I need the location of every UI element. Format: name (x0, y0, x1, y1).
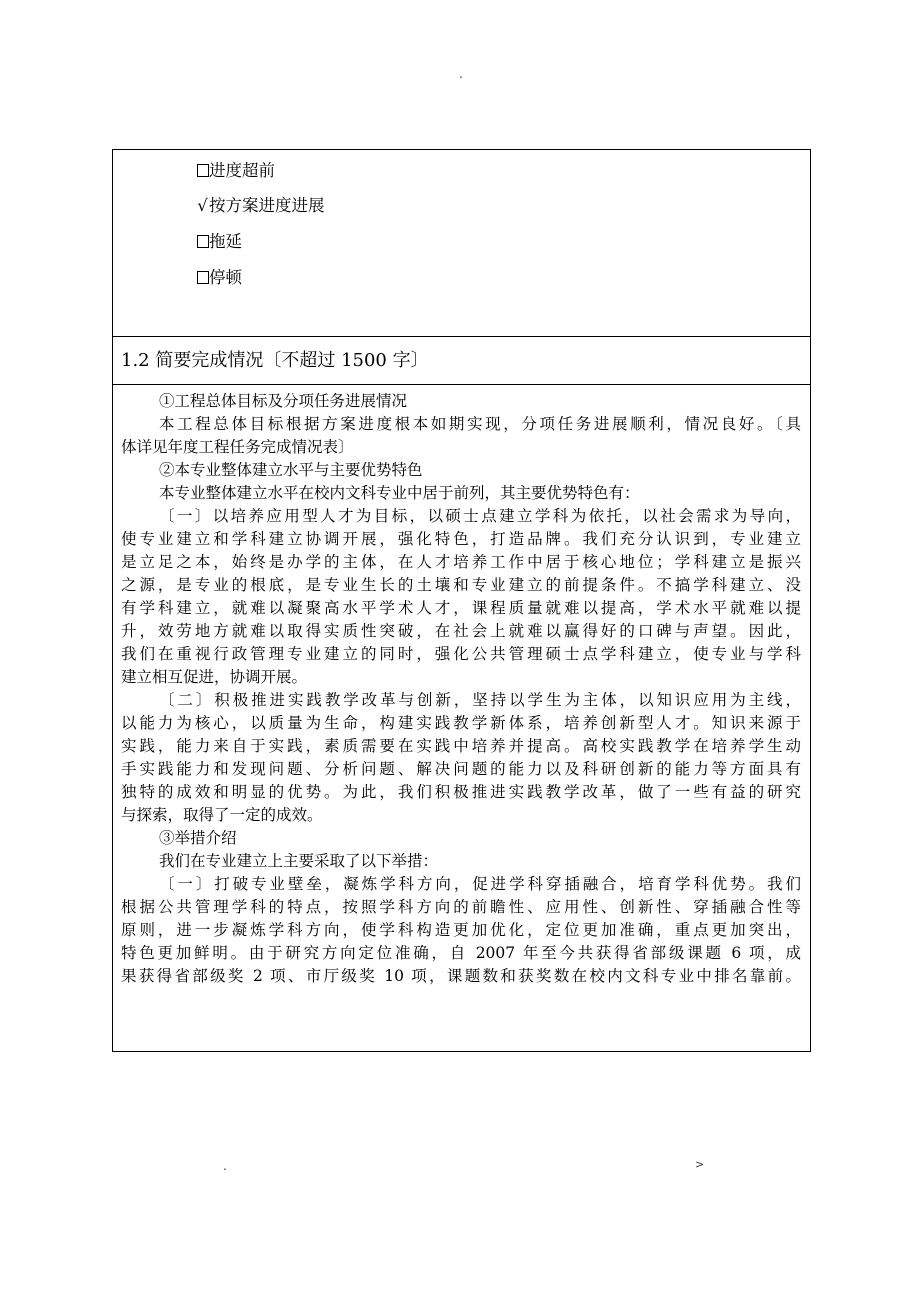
body-line: ②本专业整体建立水平与主要优势特色 (159, 461, 423, 479)
body-line: 果获得省部级奖 2 项、市厅级奖 10 项，课题数和获奖数在校内文科专业中排名靠前。 (121, 967, 801, 985)
body-line: ③举措介绍 (159, 829, 237, 847)
checkmark-icon: √ (197, 196, 208, 215)
body-line: 建立相互促进，协调开展。 (121, 668, 308, 686)
body-line: 根据公共管理学科的特点，按照学科方向的前瞻性、应用性、创新性、穿插融合性等 (121, 898, 801, 916)
body-line: 以能力为核心，以质量为生命，构建实践教学新体系，培养创新型人才。知识来源于 (121, 714, 801, 732)
status-option-label: 停顿 (209, 268, 242, 287)
body-line: 〔一〕打破专业壁垒，凝炼学科方向，促进学科穿插融合，培育学科优势。我们 (159, 875, 801, 893)
body-line: 〔二〕积极推进实践教学改革与创新，坚持以学生为主体，以知识应用为主线， (159, 691, 801, 709)
page-bottom-right-mark: > (695, 1158, 705, 1171)
body-line: 手实践能力和发现问题、分析问题、解决问题的能力以及科研创新的能力等方面具有 (121, 760, 801, 778)
body-line: 使专业建立和学科建立协调开展，强化特色，打造品牌。我们充分认识到，专业建立 (121, 530, 801, 548)
status-option-ahead[interactable] (196, 161, 275, 181)
body-line: 有学科建立，就难以凝聚高水平学术人才，课程质量就难以提高，学术水平就难以提 (121, 599, 801, 617)
body-line: ①工程总体目标及分项任务进展情况 (159, 392, 408, 410)
section-heading: 1.2 简要完成情况〔不超过 1500 字〕 (121, 350, 429, 371)
progress-status-cell (113, 150, 810, 337)
page-top-dot: . (459, 67, 463, 81)
status-option-label: 拖延 (209, 232, 242, 251)
section-header-cell (113, 337, 810, 385)
checkbox-empty-icon (197, 164, 209, 177)
status-option-delayed[interactable] (196, 232, 242, 252)
report-table (112, 149, 811, 1052)
body-line: 之源，是专业的根底，是专业生长的土壤和专业建立的前提条件。不搞学科建立、没 (121, 576, 801, 594)
body-line: 我们在专业建立上主要采取了以下举措： (159, 852, 439, 870)
body-line: 升，效劳地方就难以取得实质性突破，在社会上就难以赢得好的口碑与声望。因此， (121, 622, 801, 640)
status-option-on-schedule[interactable] (196, 196, 325, 216)
body-line: 是立足之本，始终是办学的主体，在人才培养工作中居于核心地位；学科建立是振兴 (121, 553, 801, 571)
body-line: 原则，进一步凝炼学科方向，使学科构造更加优化，定位更加准确，重点更加突出， (121, 921, 801, 939)
body-line: 体详见年度工程任务完成情况表〕 (121, 438, 354, 456)
body-line: 实践，能力来自于实践，素质需要在实践中培养并提高。高校实践教学在培养学生动 (121, 737, 801, 755)
status-option-label: 按方案进度进展 (209, 196, 325, 215)
checkbox-empty-icon (197, 271, 209, 284)
body-line: 与探索，取得了一定的成效。 (121, 806, 323, 824)
body-line: 我们在重视行政管理专业建立的同时，强化公共管理硕士点学科建立，使专业与学科 (121, 645, 801, 663)
body-line: 本工程总体目标根据方案进度根本如期实现，分项任务进展顺利，情况良好。〔具 (159, 415, 801, 433)
body-line: 特色更加鲜明。由于研究方向定位准确，自 2007 年至今共获得省部级课题 6 项，成 (121, 944, 801, 962)
status-option-stalled[interactable] (196, 268, 242, 288)
body-line: 〔一〕以培养应用型人才为目标，以硕士点建立学科为依托，以社会需求为导向， (159, 507, 801, 525)
status-option-label: 进度超前 (209, 161, 275, 180)
body-line: 独特的成效和明显的优势。为此，我们积极推进实践教学改革，做了一些有益的研究 (121, 783, 801, 801)
checkbox-empty-icon (197, 235, 209, 248)
page-bottom-left-dot: . (223, 1159, 227, 1173)
body-line: 本专业整体建立水平在校内文科专业中居于前列，其主要优势特色有： (159, 484, 640, 502)
